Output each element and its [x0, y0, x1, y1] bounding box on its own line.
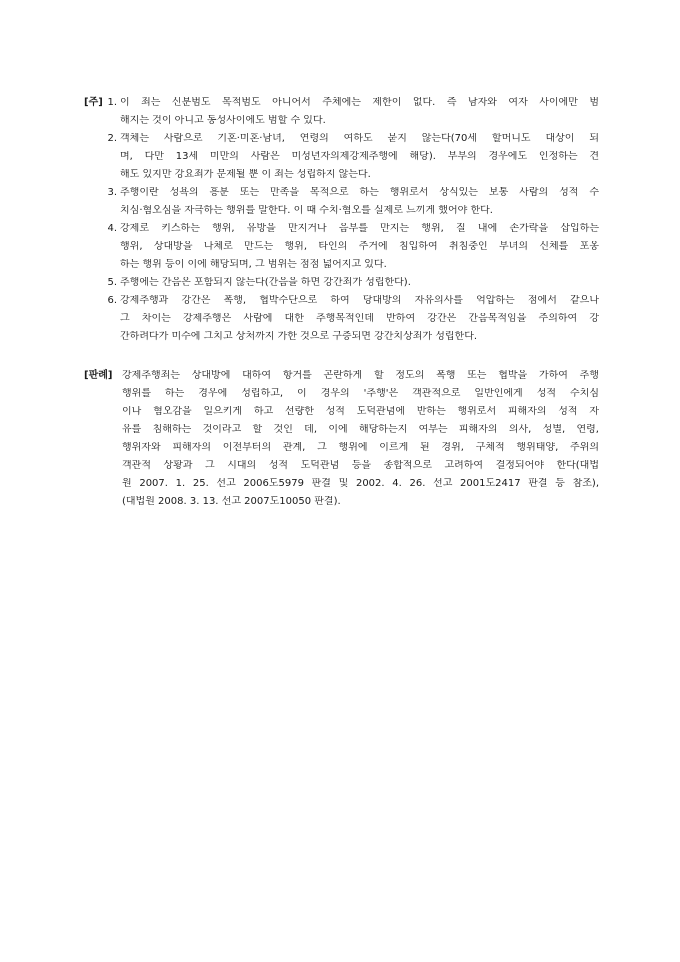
note-line: 하는 행위 등이 이에 해당되며, 그 범위는 점점 넓어지고 있다. [120, 259, 387, 270]
note-number: 2. [107, 133, 117, 144]
note-line: 치심·혐오심을 자극하는 행위를 말한다. 이 때 수치·혐오를 실제로 느끼게 했어야 한다. [120, 205, 493, 216]
note-line: 며, 다만 13세 미만의 사람은 미성년자의제강제추행에 해당). 부부의 경우에도 인정하는 견 [120, 151, 599, 162]
precedent-line: 행위를 하는 경우에 성립하고, 이 경우의 '추행'은 객관적으로 일반인에게 성적 수치심 [122, 388, 599, 399]
note-number: 4. [107, 223, 117, 234]
note-line: 강제추행과 강간은 폭행, 협박수단으로 하여 당대방의 자유의사를 억압하는 점에서 같으나 [120, 295, 599, 306]
precedent-line: 유를 침해하는 것이라고 할 것인 데, 이에 해당하는지 여부는 피해자의 의사, 성별, 연령, [122, 424, 599, 435]
precedent-line: 강제추행죄는 상대방에 대하여 항거를 곤란하게 할 정도의 폭행 또는 협박을 가하여 추행 [122, 370, 599, 381]
note-number: 1. [107, 97, 117, 108]
note-line: 간하려다가 미수에 그치고 상처까지 가한 것으로 구증되면 강간치상죄가 성립한다. [120, 331, 478, 342]
precedent-line: 행위자와 피해자의 이전부터의 관계, 그 행위에 이르게 된 경위, 구체적 행위태양, 주위의 [122, 442, 599, 453]
note-line: 해도 있지만 강요죄가 문제될 뿐 이 죄는 성립하지 않는다. [120, 169, 371, 180]
precedent-line: (대법원 2008. 3. 13. 선고 2007도10050 판결). [122, 496, 341, 507]
note-number: 3. [107, 187, 117, 198]
notes-tag: [주] [84, 97, 103, 108]
note-line: 강제로 키스하는 행위, 유방을 만지거나 음부를 만지는 행위, 질 내에 손가락을 삽입하는 [120, 223, 599, 234]
note-line: 추행에는 간음은 포함되지 않는다(간음을 하면 강간죄가 성립한다). [120, 277, 411, 288]
note-line: 그 차이는 강제추행은 사람에 대한 추행목적인데 반하여 강간은 간음목적임을 주의하여 강 [120, 313, 599, 324]
precedent-line: 원 2007. 1. 25. 선고 2006도5979 판결 및 2002. 4. 26. 선고 2001도2417 판결 등 참조), [122, 478, 599, 489]
precedent-line: 객관적 상황과 그 시대의 성적 도덕관념 등을 종합적으로 고려하여 결정되어야 한다(대법 [122, 460, 599, 471]
note-line: 추행이란 성욕의 흥분 또는 만족을 목적으로 하는 행위로서 상식있는 보통 사람의 성적 수 [120, 187, 599, 198]
note-line: 객체는 사람으로 기혼·미혼·남녀, 연령의 여하도 묻지 않는다(70세 할머니도 대상이 되 [120, 133, 599, 144]
precedent-line: 이나 혐오감을 일으키게 하고 선량한 성적 도덕관념에 반하는 행위로서 피해자의 성적 자 [122, 406, 599, 417]
note-number: 6. [107, 295, 117, 306]
precedent-tag: [판례] [84, 370, 113, 381]
note-number: 5. [107, 277, 117, 288]
note-line: 행위, 상대방을 나체로 만드는 행위, 타인의 주거에 침입하여 취침중인 부녀의 신체를 포옹 [120, 241, 599, 252]
note-line: 이 죄는 신분범도 목적범도 아니어서 주체에는 제한이 없다. 즉 남자와 여자 사이에만 범 [120, 97, 599, 108]
note-line: 해지는 것이 아니고 동성사이에도 범할 수 있다. [120, 115, 326, 126]
